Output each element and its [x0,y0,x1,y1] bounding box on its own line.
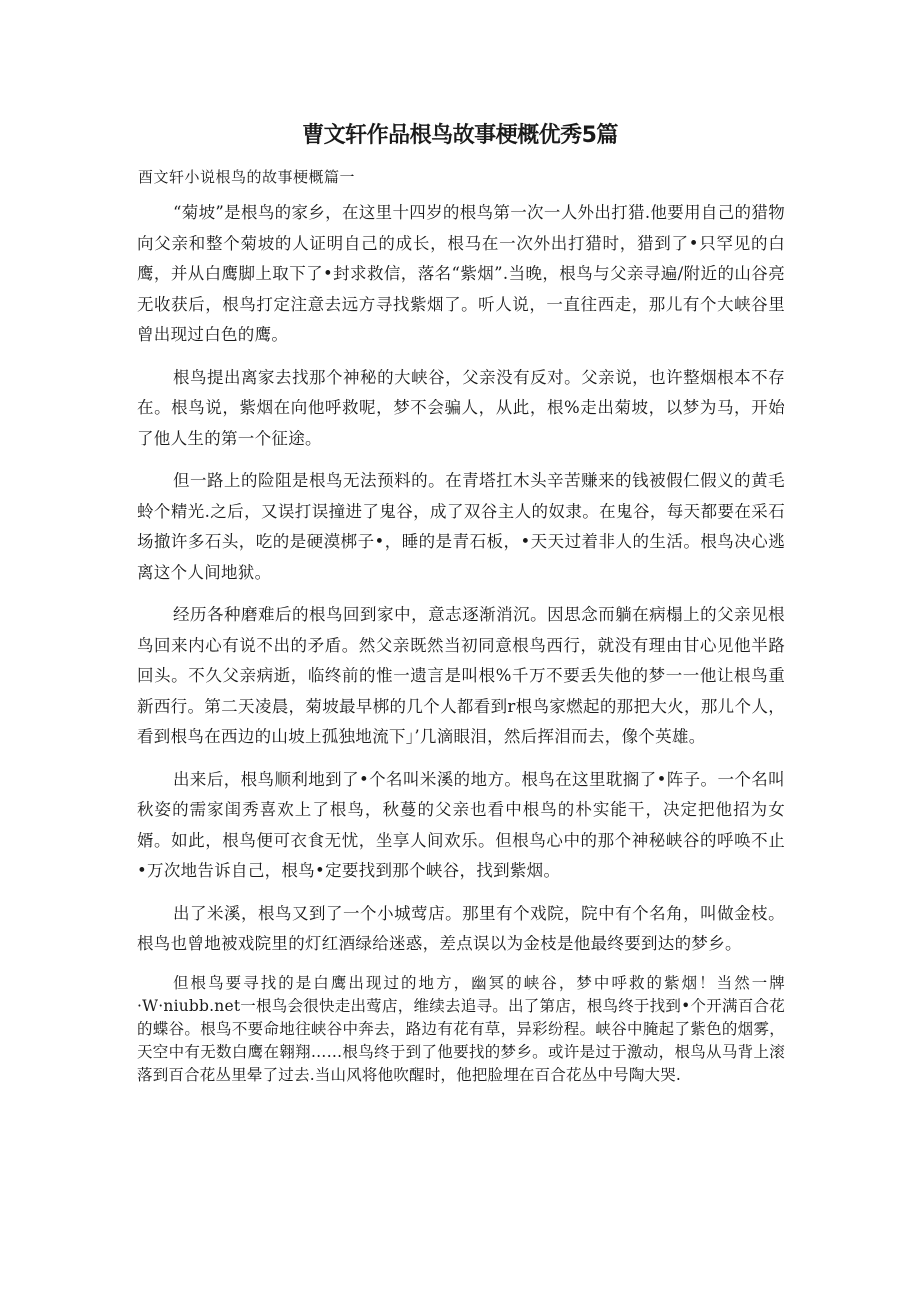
paragraph-1: “菊坡”是根鸟的家乡，在这里十四岁的根鸟第一次一人外出打猎.他要用自己的猎物向父亲和整个菊坡的人证明自己的成长，根马在一次外出打猎时，猎到了•只罕见的白鹰，并从白鹰脚上取下了•封求救信，落名“紫烟”.当晚，根鸟与父亲寻遍/附近的山谷亮无收获后，根鸟打定注意去远方寻找紫烟了。听人说，一直往西走，那儿有个大峡谷里曾出现过白色的鹰。 [137,203,785,344]
paragraph-3: 但一路上的险阻是根鸟无法预料的。在青塔扛木头辛苦赚来的钱被假仁假义的黄毛蛉个精光.之后，又误打误撞进了鬼谷，成了双谷主人的奴隶。在鬼谷，每天都要在采石场撤许多石头，吃的是硬漠梆子•，睡的是青石板，•天天过着非人的生活。根鸟决心逃离这个人间地狱。 [137,471,785,582]
document-title: 曹文轩作品根鸟故事梗概优秀5篇 [302,123,618,148]
paragraph-7: 但根鸟要寻找的是白鹰出现过的地方，幽冥的峡谷，梦中呼救的紫烟！当然一牌·W·niubb.net一根鸟会很快走出莺店，维续去追寻。出了第店，根鸟终于找到•个开满百合花的蝶谷。根鸟不要命地往峡谷中奔去，路边有花有草，异彩纷程。峡谷中腌起了紫色的烟雾，天空中有无数白鹰在翱翔……根鸟终于到了他要找的梦乡。或许是过于激动，根鸟从马背上滚落到百合花丛里晕了过去.当山风将他吹醒时，他把脸埋在百合花丛中号陶大哭. [137,973,785,1084]
paragraph-6: 出了米溪，根鸟又到了一个小城莺店。那里有个戏院，院中有个名角，叫做金枝。根鸟也曾地被戏院里的灯红酒绿给迷惑，差点误以为金枝是他最终要到达的梦乡。 [137,903,785,953]
section-heading: 酉文轩小说根鸟的故事梗概篇一 [138,168,356,186]
document-body [137,198,785,1099]
paragraph-2: 根鸟提出离家去找那个神秘的大峡谷，父亲没有反对。父亲说，也许整烟根本不存在。根鸟说，紫烟在向他呼救呢，梦不会骗人，从此，根%走出菊坡，以梦为马，开始了他人生的第一个征途。 [137,367,785,448]
paragraph-4: 经历各种磨难后的根鸟回到家中，意志逐渐消沉。因思念而躺在病榻上的父亲见根鸟回来内心有说不出的矛盾。然父亲既然当初同意根鸟西行，就没有理由甘心见他半路回头。不久父亲病逝，临终前的惟一遗言是叫根%千万不要丢失他的梦一一他让根鸟重新西行。第二天凌晨，菊坡最早梆的几个人都看到r根鸟家燃起的那把大火，那儿个人，看到根鸟在西边的山坡上孤独地流下」’几滴眼泪，然后挥泪而去，像个英雄。 [137,605,785,746]
paragraph-5: 出来后，根鸟顺利地到了•个名叫米溪的地方。根鸟在这里耽搁了•阵子。一个名叫秋姿的需家闺秀喜欢上了根鸟，秋蔓的父亲也看中根鸟的朴实能干，决定把他招为女婿。如此，根鸟便可衣食无忧，坐享人间欢乐。但根鸟心中的那个神秘峡谷的呼唤不止•万次地告诉自己，根鸟•定要找到那个峡谷，找到紫烟。 [137,769,785,880]
